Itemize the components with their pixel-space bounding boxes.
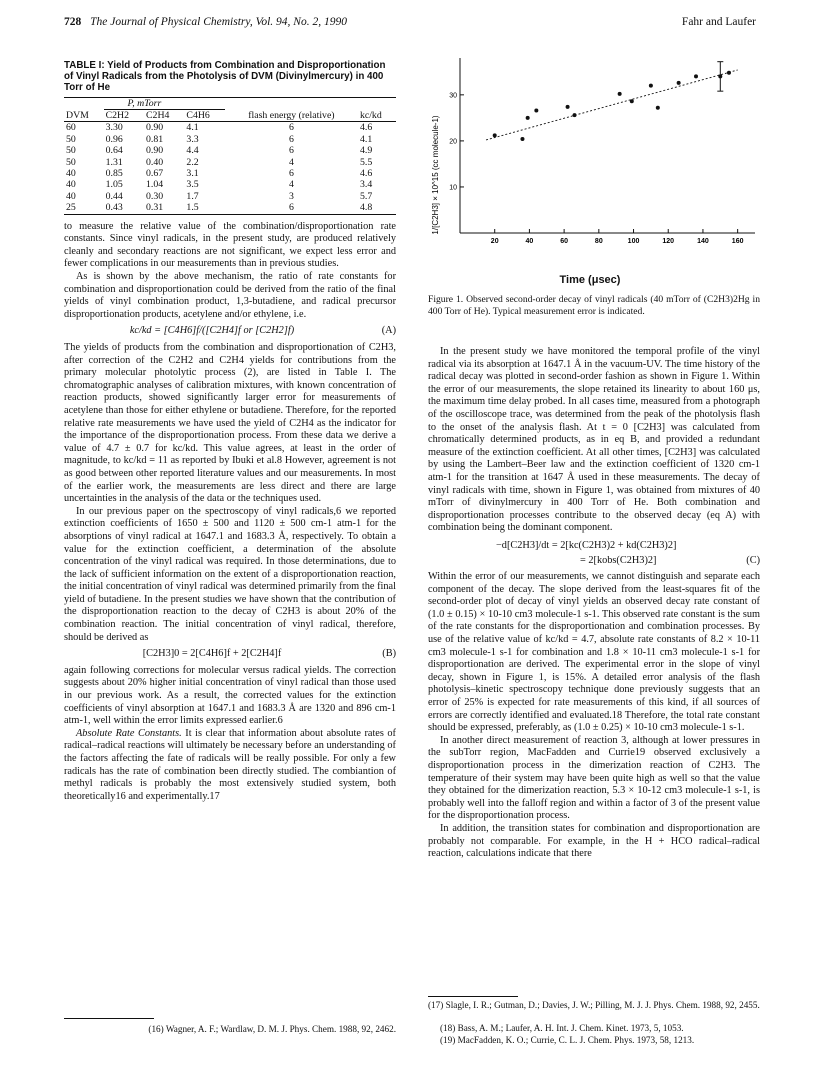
equation-c: = 2[kobs(C2H3)2] (C) xyxy=(580,554,760,566)
table-title: TABLE I: Yield of Products from Combination and Disproportionation of Vinyl Radicals from the Photolysis of DVM (Divinylmercury) in 400 Torr of He xyxy=(64,60,386,94)
equation-c-line1: −d[C2H3]/dt = 2[kc(C2H3)2 + kd(C2H3)2] xyxy=(496,539,677,551)
table-cell: 4.6 xyxy=(359,122,373,134)
table-1 xyxy=(64,98,396,214)
fit-line xyxy=(486,70,738,140)
table-col-header: flash energy (relative) xyxy=(225,98,358,122)
table-cell: 0.31 xyxy=(146,202,164,214)
table-cell: 0.96 xyxy=(105,133,123,145)
data-point xyxy=(718,74,722,78)
table-row xyxy=(64,202,396,213)
footnote-19: (19) MacFadden, K. O.; Currie, C. L. J. Chem. Phys. 1973, 58, 1213. xyxy=(440,1035,695,1045)
table-cell: 0.67 xyxy=(146,168,164,180)
table-cell: 5.5 xyxy=(359,156,373,168)
x-tick-label: 160 xyxy=(731,238,744,245)
table-cell: 40 xyxy=(66,190,76,202)
y-tick-label: 20 xyxy=(449,138,457,146)
paragraph: The yields of products from the combination and disproportionation of C2H3, after correction of the C2H2 and C2H4 yields for contributions from the primary molecular photolytic process (2), are listed in Table I. The chromatographic analyses of calibration mixtures, with known concentration of reaction products, showed significantly larger error for measurements of acetylene than those for either ethylene or butadiene. Therefore, for the reported relative rate measurements we have used the yield of C2H4 as the indicator for the importance of the disproportionation process. From these data we derive a value of 4.7 ± 0.7 for kc/kd. This value agrees, at least in the order of magnitude, to kc/kd = 11 as reported by Ibuki et al.8 However, agreement is not as good between other reported literature values and our measurements. In most of the earlier work, the measurements are less direct and there are large uncertainties in the analysis of the data or the techniques used. xyxy=(64,342,396,505)
table-cell: 6 xyxy=(288,122,294,134)
table-col-header: C2H4 xyxy=(144,110,184,122)
table-cell: 4.8 xyxy=(359,202,373,214)
figure-1-chart xyxy=(420,55,760,275)
table-cell: 1.5 xyxy=(186,202,199,214)
table-row xyxy=(64,122,396,134)
table-col-header: DVM xyxy=(64,110,104,122)
figure-caption: Figure 1. Observed second-order decay of vinyl radicals (40 mTorr of (C2H3)2Hg in 400 Torr of He). Typical measurement error is indicated. xyxy=(428,294,760,317)
page-header-left xyxy=(64,16,347,28)
table-cell: 6 xyxy=(288,145,294,157)
journal-title: The Journal of Physical Chemistry, Vol. 94, No. 2, 1990 xyxy=(90,16,347,28)
data-point xyxy=(727,71,731,75)
paragraph: As is shown by the above mechanism, the ratio of rate constants for combination and disproportionation could be derived from the ratio of the final yields of vinyl combination product, 1,3-butadiene, and radical precursor disproportionation products, acetylene and/or ethylene, i.e. xyxy=(64,271,396,320)
table-cell: 0.44 xyxy=(105,190,123,202)
table-cell: 3.5 xyxy=(186,179,199,191)
paragraph: In another direct measurement of reaction 3, although at lower pressures in the subTorr region, MacFadden and Currie19 observed exclusively a disproportionation process in the dimerization reaction of C2H3. The temperature of their system may have been quite high as well so that the value they obtained for the dimerization reaction, 5.3 × 10-12 cm3 molecule-1 s-1, is probably well into the falloff region and within a factor of 3 of the present value for the disproportionation process. xyxy=(428,734,760,822)
table-cell: 40 xyxy=(66,179,76,191)
table-cell: 50 xyxy=(66,133,76,145)
paragraph: In addition, the transition states for combination and disproportionation are probably not comparable. For example, in the H + HCO radical–radical reaction, calculations indicate that there xyxy=(428,822,760,860)
table-group-header: P, mTorr xyxy=(127,97,162,109)
data-point xyxy=(493,133,497,137)
paragraph: Absolute Rate Constants. It is clear that information about absolute rates of radical–radical reactions will ultimately be necessary before an understanding of the factors affecting the fate of radicals will be really possible. For only a few radicals has the rate of combination been directly studied. The combiantion of methyl radicals is probably the most extensively studied system, both theoretically16 and experimentally.17 xyxy=(64,727,396,802)
table-cell: 3.30 xyxy=(105,122,123,134)
x-tick-label: 60 xyxy=(560,238,569,245)
data-point xyxy=(573,113,577,117)
table-row xyxy=(64,168,396,179)
footnote-17: (17) Slagle, I. R.; Gutman, D.; Davies, J. W.; Pilling, M. J. J. Phys. Chem. 1988, 92, 2455. xyxy=(428,1000,760,1010)
table-cell: 0.81 xyxy=(146,133,164,145)
data-point xyxy=(677,81,681,85)
table-row xyxy=(64,134,396,145)
table-cell: 4 xyxy=(288,156,294,168)
x-tick-label: 120 xyxy=(662,238,675,245)
footnote-16: (16) Wagner, A. F.; Wardlaw, D. M. J. Phys. Chem. 1988, 92, 2462. xyxy=(148,1024,396,1034)
table-cell: 5.7 xyxy=(359,190,373,202)
table-cell: 6 xyxy=(288,202,294,214)
y-axis-label: 1/[C2H3] × 10^15 (cc molecule-1) xyxy=(431,115,440,235)
x-tick-label: 80 xyxy=(594,238,603,245)
data-point xyxy=(520,137,524,141)
table-row xyxy=(64,179,396,190)
table-cell: 0.90 xyxy=(146,122,164,134)
x-tick-label: 20 xyxy=(490,238,499,245)
table-cell: 50 xyxy=(66,145,76,157)
table-cell: 0.90 xyxy=(146,145,164,157)
table-cell: 4.6 xyxy=(359,168,373,180)
table-cell: 3 xyxy=(288,190,294,202)
table-cell: 0.43 xyxy=(105,202,123,214)
left-column xyxy=(64,60,396,803)
table-cell: 4.1 xyxy=(186,122,199,134)
section-heading: Absolute Rate Constants. xyxy=(76,727,182,739)
table-cell: 1.05 xyxy=(105,179,123,191)
table-cell: 0.30 xyxy=(146,190,164,202)
table-row xyxy=(64,145,396,156)
table-row xyxy=(64,157,396,168)
data-point xyxy=(566,105,570,109)
table-cell: 25 xyxy=(66,202,76,214)
table-col-header: C4H6 xyxy=(184,110,224,122)
table-cell: 50 xyxy=(66,156,76,168)
paragraph: In the present study we have monitored the temporal profile of the vinyl radical via its absorption at 1647.1 Å in the vacuum-UV. The time history of the radical decay was plotted in second-order fashion as shown in Figure 1. Within the error of our measurements, the slope retained its linearity to about 160 μs, the maximum time delay probed. In all cases time, measured from a photograph of the oscilloscope trace, was determined from the peak of the photolysis flash to the onset of the analysis flash. At t = 0 [C2H3] was calculated from chromatically determined products, as in eq B, and provided a redundant measure of the extinction coefficient. At all other times, [C2H3] was calculated by using the Lambert–Beer law and the extinction coefficient of 1320 cm-1 atm-1 for the transition at 1647 Å used in these measurements. The decay of vinyl radicals with time, shown in Figure 1, was obtained from mixtures of 40 mTorr of divinylmercury in 400 Torr of He. Both combination and disproportionation processes contribute to the observed decay (eq A) with combination being the dominant component. xyxy=(428,346,760,534)
table-cell: 4.1 xyxy=(359,133,373,145)
table-cell: 4.9 xyxy=(359,145,373,157)
table-cell: 3.3 xyxy=(186,133,199,145)
paragraph: to measure the relative value of the combination/disproportionation rate constants. Since vinyl radicals, in the present study, are produced relatively cleanly and secondary reactions are not significant, we expect less error and fewer complications in our measurements than in previous studies. xyxy=(64,220,396,270)
table-cell: 4.4 xyxy=(186,145,199,157)
table-cell: 3.4 xyxy=(359,179,373,191)
table-col-header: kc/kd xyxy=(358,98,396,122)
data-point xyxy=(649,84,653,88)
paragraph: In our previous paper on the spectroscopy of vinyl radicals,6 we reported extinction coefficients of 1650 ± 500 and 1120 ± 500 cm-1 atm-1 for the absorptions of vinyl radical at 1647.1 and 1683.3 Å, respectively. To obtain a value for the extinction coefficient, a determination of the absolute concentration of the vinyl radical was required. In those determinations, due to the lack of sufficient information on the extent of a disproportionation reaction, the initial concentration of vinyl radical was determined primarily from the final yield of butadiene. In the present studies we have shown that the contribution of the disproportionation reaction to the decay of C2H3 is about 20% of the combination reaction. The initial concentration of vinyl radical, therefore, should be derived as xyxy=(64,505,396,643)
authors: Fahr and Laufer xyxy=(681,16,756,28)
table-cell: 6 xyxy=(288,133,294,145)
table-cell: 0.85 xyxy=(105,168,123,180)
x-tick-label: 140 xyxy=(697,238,709,245)
data-point xyxy=(630,99,634,103)
equation-a: kc/kd = [C4H6]f/([C2H4]f or [C2H2]f) (A) xyxy=(129,325,396,337)
data-point xyxy=(656,106,660,110)
data-point xyxy=(526,116,530,120)
data-point xyxy=(694,74,698,78)
paragraph: again following corrections for molecular versus radical yields. The correction suggests about 20% higher initial concentration of vinyl radical than those used in our previous work. As a result, the corrected values for the extinction coefficients of vinyl absorption at 1647.1 and 1683.3 Å are 1320 and 896 cm-1 atm-1, well within the error limits expressed earlier.6 xyxy=(64,664,396,727)
right-column xyxy=(428,346,760,861)
table-row xyxy=(64,191,396,202)
table-col-header: C2H2 xyxy=(104,110,144,122)
equation-b: [C2H3]0 = 2[C4H6]f + 2[C2H4]f (B) xyxy=(142,648,396,660)
table-cell: 6 xyxy=(288,168,294,180)
table-cell: 2.2 xyxy=(186,156,199,168)
table-cell: 1.7 xyxy=(186,190,199,202)
footnote-18: (18) Bass, A. M.; Laufer, A. H. Int. J. Chem. Kinet. 1973, 5, 1053. xyxy=(440,1023,684,1033)
table-cell: 3.1 xyxy=(186,168,199,180)
x-tick-label: 100 xyxy=(627,238,640,245)
table-cell: 40 xyxy=(66,168,76,180)
x-axis-label: Time (μsec) xyxy=(559,274,621,286)
table-cell: 60 xyxy=(66,122,76,134)
y-tick-label: 10 xyxy=(449,184,457,192)
x-tick-label: 40 xyxy=(525,238,534,245)
paragraph: Within the error of our measurements, we cannot distinguish and separate each component of the decay. The slope derived from the least-squares fit of the second-order plot of decay of vinyl yields an observed decay rate constant of (1.0 ± 0.15) × 10-10 cm3 molecule-1 s-1. This observed rate constant is the sum of the rate constants for the disproportionation and combination processes. By use of the relative value of kc/kd = 4.7, absolute rate constants of 8.2 × 10-11 cm3 molecule-1 s-1 for combination and 1.8 × 10-11 cm3 molecule-1 s-1 for disproportionation are derived. The experimental error in the slope of vinyl decay, shown in Figure 1, is 15%. A detailed error analysis of the flash photolysis–kinetic spectroscopy technique done previously suggests that an error of 25% is expected for rate measurements of this kind, if all sources of errors are correctly identified and evaluated.18 Therefore, the total rate constant should be expressed, preferably, as (1.0 ± 0.25) × 10-10 cm3 molecule-1 s-1. xyxy=(428,571,760,734)
table-cell: 1.04 xyxy=(146,179,164,191)
page-number: 728 xyxy=(64,16,82,28)
table-cell: 1.31 xyxy=(105,156,123,168)
data-point xyxy=(534,109,538,113)
table-cell: 0.40 xyxy=(146,156,164,168)
data-point xyxy=(618,92,622,96)
table-cell: 0.64 xyxy=(105,145,123,157)
table-cell: 4 xyxy=(288,179,294,191)
y-tick-label: 30 xyxy=(449,92,457,100)
